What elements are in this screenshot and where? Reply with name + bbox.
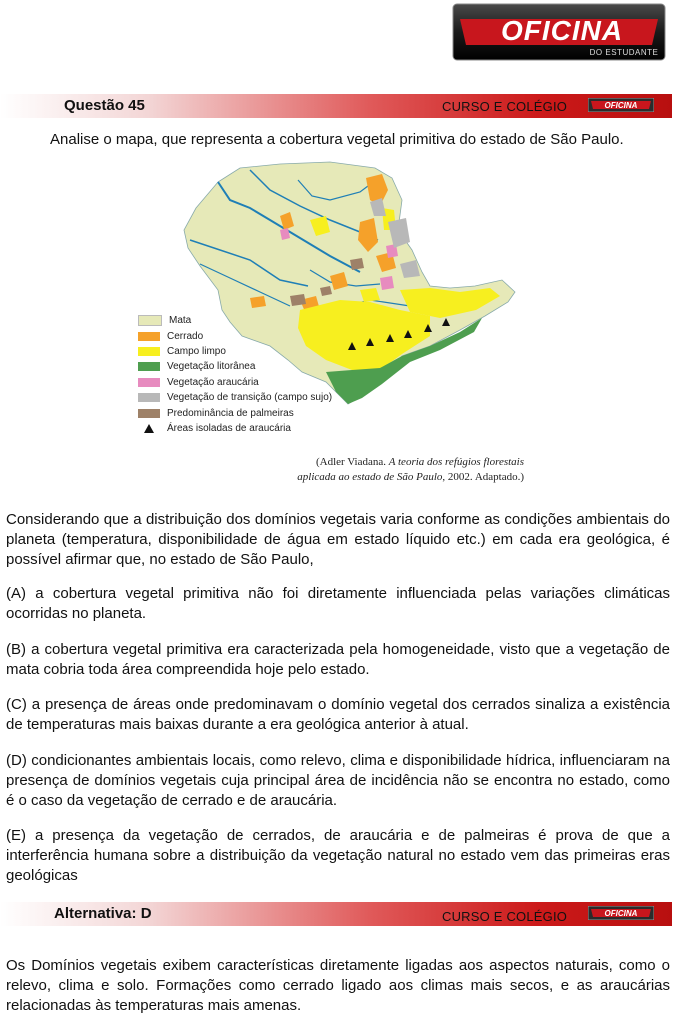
question-header-bar xyxy=(0,94,672,118)
question-title: Questão 45 xyxy=(64,97,145,114)
option-d: (D) condicionantes ambientais locais, como relevo, clima e disponibilidade hídrica, influenciaram na presença de domínios vegetais cuja principal área de incidência não se encontra no estado, como é o caso da vegetação de cerrado e de araucária. xyxy=(6,752,670,809)
logo-brand: OFICINA xyxy=(500,15,624,46)
legend-item-transicao: Vegetação de transição (campo sujo) xyxy=(138,390,332,405)
mini-logo xyxy=(588,98,654,112)
legend-item-araucaria: Vegetação araucária xyxy=(138,375,332,390)
legend-item-araucaria-isolada: Áreas isoladas de araucária xyxy=(138,421,332,436)
legend-item-campo-limpo: Campo limpo xyxy=(138,344,332,359)
option-b: (B) a cobertura vegetal primitiva era caracterizada pela homogeneidade, visto que a vegetação de mata cobria toda área compreendida hoje pelo estado. xyxy=(6,641,670,678)
triangle-icon xyxy=(144,424,154,433)
answer-header-bar xyxy=(0,902,672,926)
answer-course-label: CURSO E COLÉGIO xyxy=(442,909,568,924)
course-label: CURSO E COLÉGIO xyxy=(442,99,568,114)
intro-text: Analise o mapa, que representa a cobertura vegetal primitiva do estado de São Paulo. xyxy=(50,131,624,148)
answer-explanation: Os Domínios vegetais exibem características diretamente ligadas aos aspectos naturais, como o relevo, clima e solo. Formações como cerrado ligado aos climas mais secos, e as araucárias relacionadas às temperaturas mais amenas. xyxy=(6,957,670,1014)
question-body: Considerando que a distribuição dos domínios vegetais varia conforme as condições ambientais do planeta (temperatura, disponibilidade de água em estado líquido etc.) em cada era geológica, é possível afirmar que, no estado de São Paulo, xyxy=(6,511,670,568)
legend-item-litoranea: Vegetação litorânea xyxy=(138,359,332,374)
legend-item-cerrado: Cerrado xyxy=(138,328,332,343)
map-credit: (Adler Viadana. A teoria dos refúgios florestais aplicada ao estado de São Paulo, 2002. Adaptado.) xyxy=(297,456,524,483)
answer-title: Alternativa: D xyxy=(54,905,152,922)
option-a: (A) a cobertura vegetal primitiva não foi diretamente influenciada pelas variações climáticas ocorridas no planeta. xyxy=(6,585,670,622)
legend-item-mata: Mata xyxy=(138,313,332,328)
option-c: (C) a presença de áreas onde predominavam o domínio vegetal dos cerrados sinaliza a existência de temperaturas mais baixas durante a era geológica anterior à atual. xyxy=(6,696,670,733)
legend-item-palmeiras: Predominância de palmeiras xyxy=(138,405,332,420)
map-legend xyxy=(138,313,332,436)
logo-tagline: DO ESTUDANTE xyxy=(589,48,659,57)
mini-logo xyxy=(588,906,654,920)
svg-text:OFICINA: OFICINA xyxy=(604,101,638,110)
svg-text:OFICINA: OFICINA xyxy=(604,909,638,918)
oficina-logo xyxy=(452,3,666,61)
option-e: (E) a presença da vegetação de cerrados, de araucária e de palmeiras é prova de que a interferência humana sobre a distribuição da vegetação natural no estado vem das primeiras eras geológicas xyxy=(6,827,670,884)
